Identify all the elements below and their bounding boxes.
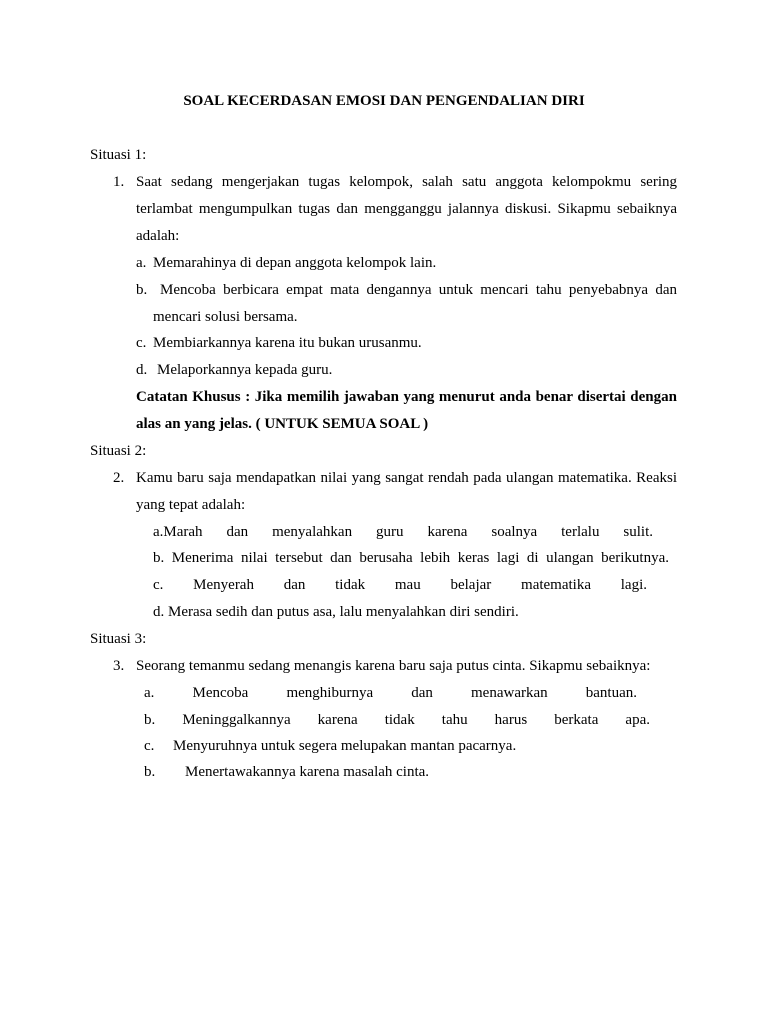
option-3d-text: Menertawakannya karena masalah cinta.: [185, 764, 430, 780]
situation-3-heading: Situasi 3:: [90, 631, 147, 647]
option-3b: b. Meninggalkannya karena tidak tahu harus berkata apa.: [144, 712, 650, 728]
option-1b-continuation: mencari solusi bersama.: [153, 309, 298, 325]
question-3-number: 3.: [113, 658, 125, 674]
option-1a-letter: a.: [136, 255, 147, 271]
question-2-line-2: yang tepat adalah:: [136, 497, 246, 513]
option-1b-text: Mencoba berbicara empat mata dengannya untuk mencari tahu penyebabnya dan: [160, 282, 677, 298]
option-1b-letter: b.: [136, 282, 148, 298]
situation-2-heading: Situasi 2:: [90, 443, 147, 459]
option-1d-text: Melaporkannya kepada guru.: [157, 362, 333, 378]
option-1c-text: Membiarkannya karena itu bukan urusanmu.: [153, 335, 422, 351]
question-2-number: 2.: [113, 470, 125, 486]
option-3a: a. Mencoba menghiburnya dan menawarkan bantuan.: [144, 685, 637, 701]
option-1c-letter: c.: [136, 335, 147, 351]
question-1-line-3: adalah:: [136, 228, 180, 244]
option-2d: d. Merasa sedih dan putus asa, lalu menyalahkan diri sendiri.: [153, 604, 519, 620]
special-note-line-2: alas an yang jelas. ( UNTUK SEMUA SOAL ): [136, 416, 429, 432]
option-1d-letter: d.: [136, 362, 148, 378]
special-note-line-1: Catatan Khusus : Jika memilih jawaban yang menurut anda benar disertai dengan: [136, 389, 677, 405]
option-3c-text: Menyuruhnya untuk segera melupakan mantan pacarnya.: [173, 738, 517, 754]
question-3-line-1: Seorang temanmu sedang menangis karena baru saja putus cinta. Sikapmu sebaiknya:: [136, 658, 651, 674]
option-2a: a.Marah dan menyalahkan guru karena soalnya terlalu sulit.: [153, 524, 653, 540]
situation-1-heading: Situasi 1:: [90, 147, 147, 163]
option-3d-letter: b.: [144, 764, 156, 780]
question-1-line-2: terlambat mengumpulkan tugas dan mengganggu jalannya diskusi. Sikapmu sebaiknya: [136, 201, 677, 217]
option-2c: c. Menyerah dan tidak mau belajar matematika lagi.: [153, 577, 647, 593]
question-2-line-1: Kamu baru saja mendapatkan nilai yang sangat rendah pada ulangan matematika. Reaksi: [136, 470, 677, 486]
option-1a-text: Memarahinya di depan anggota kelompok lain.: [153, 255, 437, 271]
question-1-number: 1.: [113, 174, 125, 190]
page-title: SOAL KECERDASAN EMOSI DAN PENGENDALIAN DIRI: [183, 93, 585, 109]
question-1-line-1: Saat sedang mengerjakan tugas kelompok, salah satu anggota kelompokmu sering: [136, 174, 677, 190]
option-3c-letter: c.: [144, 738, 155, 754]
option-2b: b. Menerima nilai tersebut dan berusaha lebih keras lagi di ulangan berikutnya.: [153, 550, 669, 566]
